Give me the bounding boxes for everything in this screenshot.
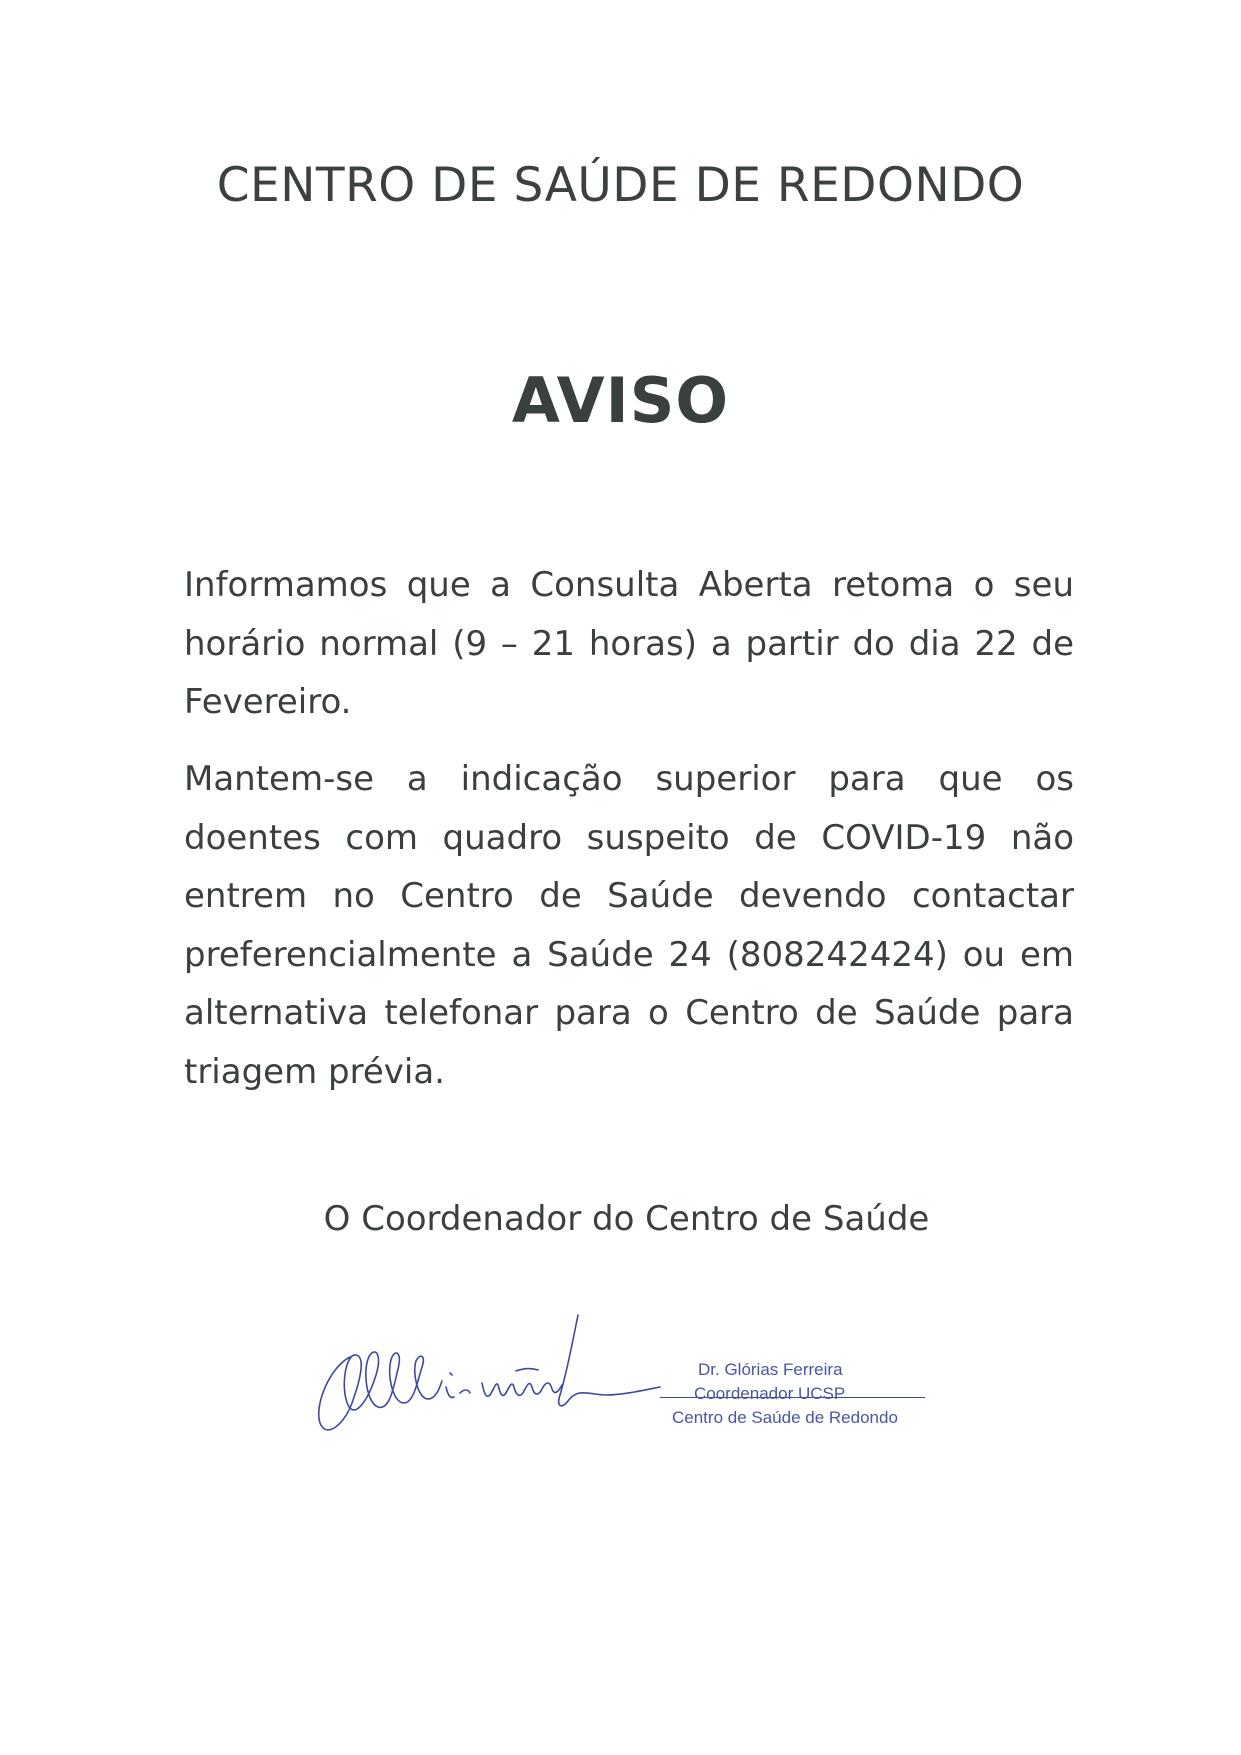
- signatory-role: O Coordenador do Centro de Saúde: [323, 1199, 930, 1239]
- stamp-name: Dr. Glórias Ferreira: [698, 1360, 843, 1379]
- institution-heading: CENTRO DE SAÚDE DE REDONDO: [216, 158, 1025, 213]
- stamp-unit: Centro de Saúde de Redondo: [672, 1408, 898, 1427]
- stamp-role: Coordenador UCSP: [694, 1384, 846, 1403]
- handwritten-signature: [310, 1295, 670, 1455]
- notice-paragraph-covid: Mantem-se a indicação superior para que os doentes com quadro suspeito de COVID-19 não entrem no Centro de Saúde devendo contactar preferencialmente a Saúde 24 (808242424) ou em alternativa telefonar para o Centro de Saúde para triagem prévia.: [184, 759, 1074, 1092]
- notice-title: AVISO: [511, 364, 730, 437]
- notice-paragraph-hours: Informamos que a Consulta Aberta retoma o seu horário normal (9 – 21 horas) a partir do dia 22 de Fevereiro.: [184, 565, 1074, 722]
- official-stamp: [660, 1360, 950, 1455]
